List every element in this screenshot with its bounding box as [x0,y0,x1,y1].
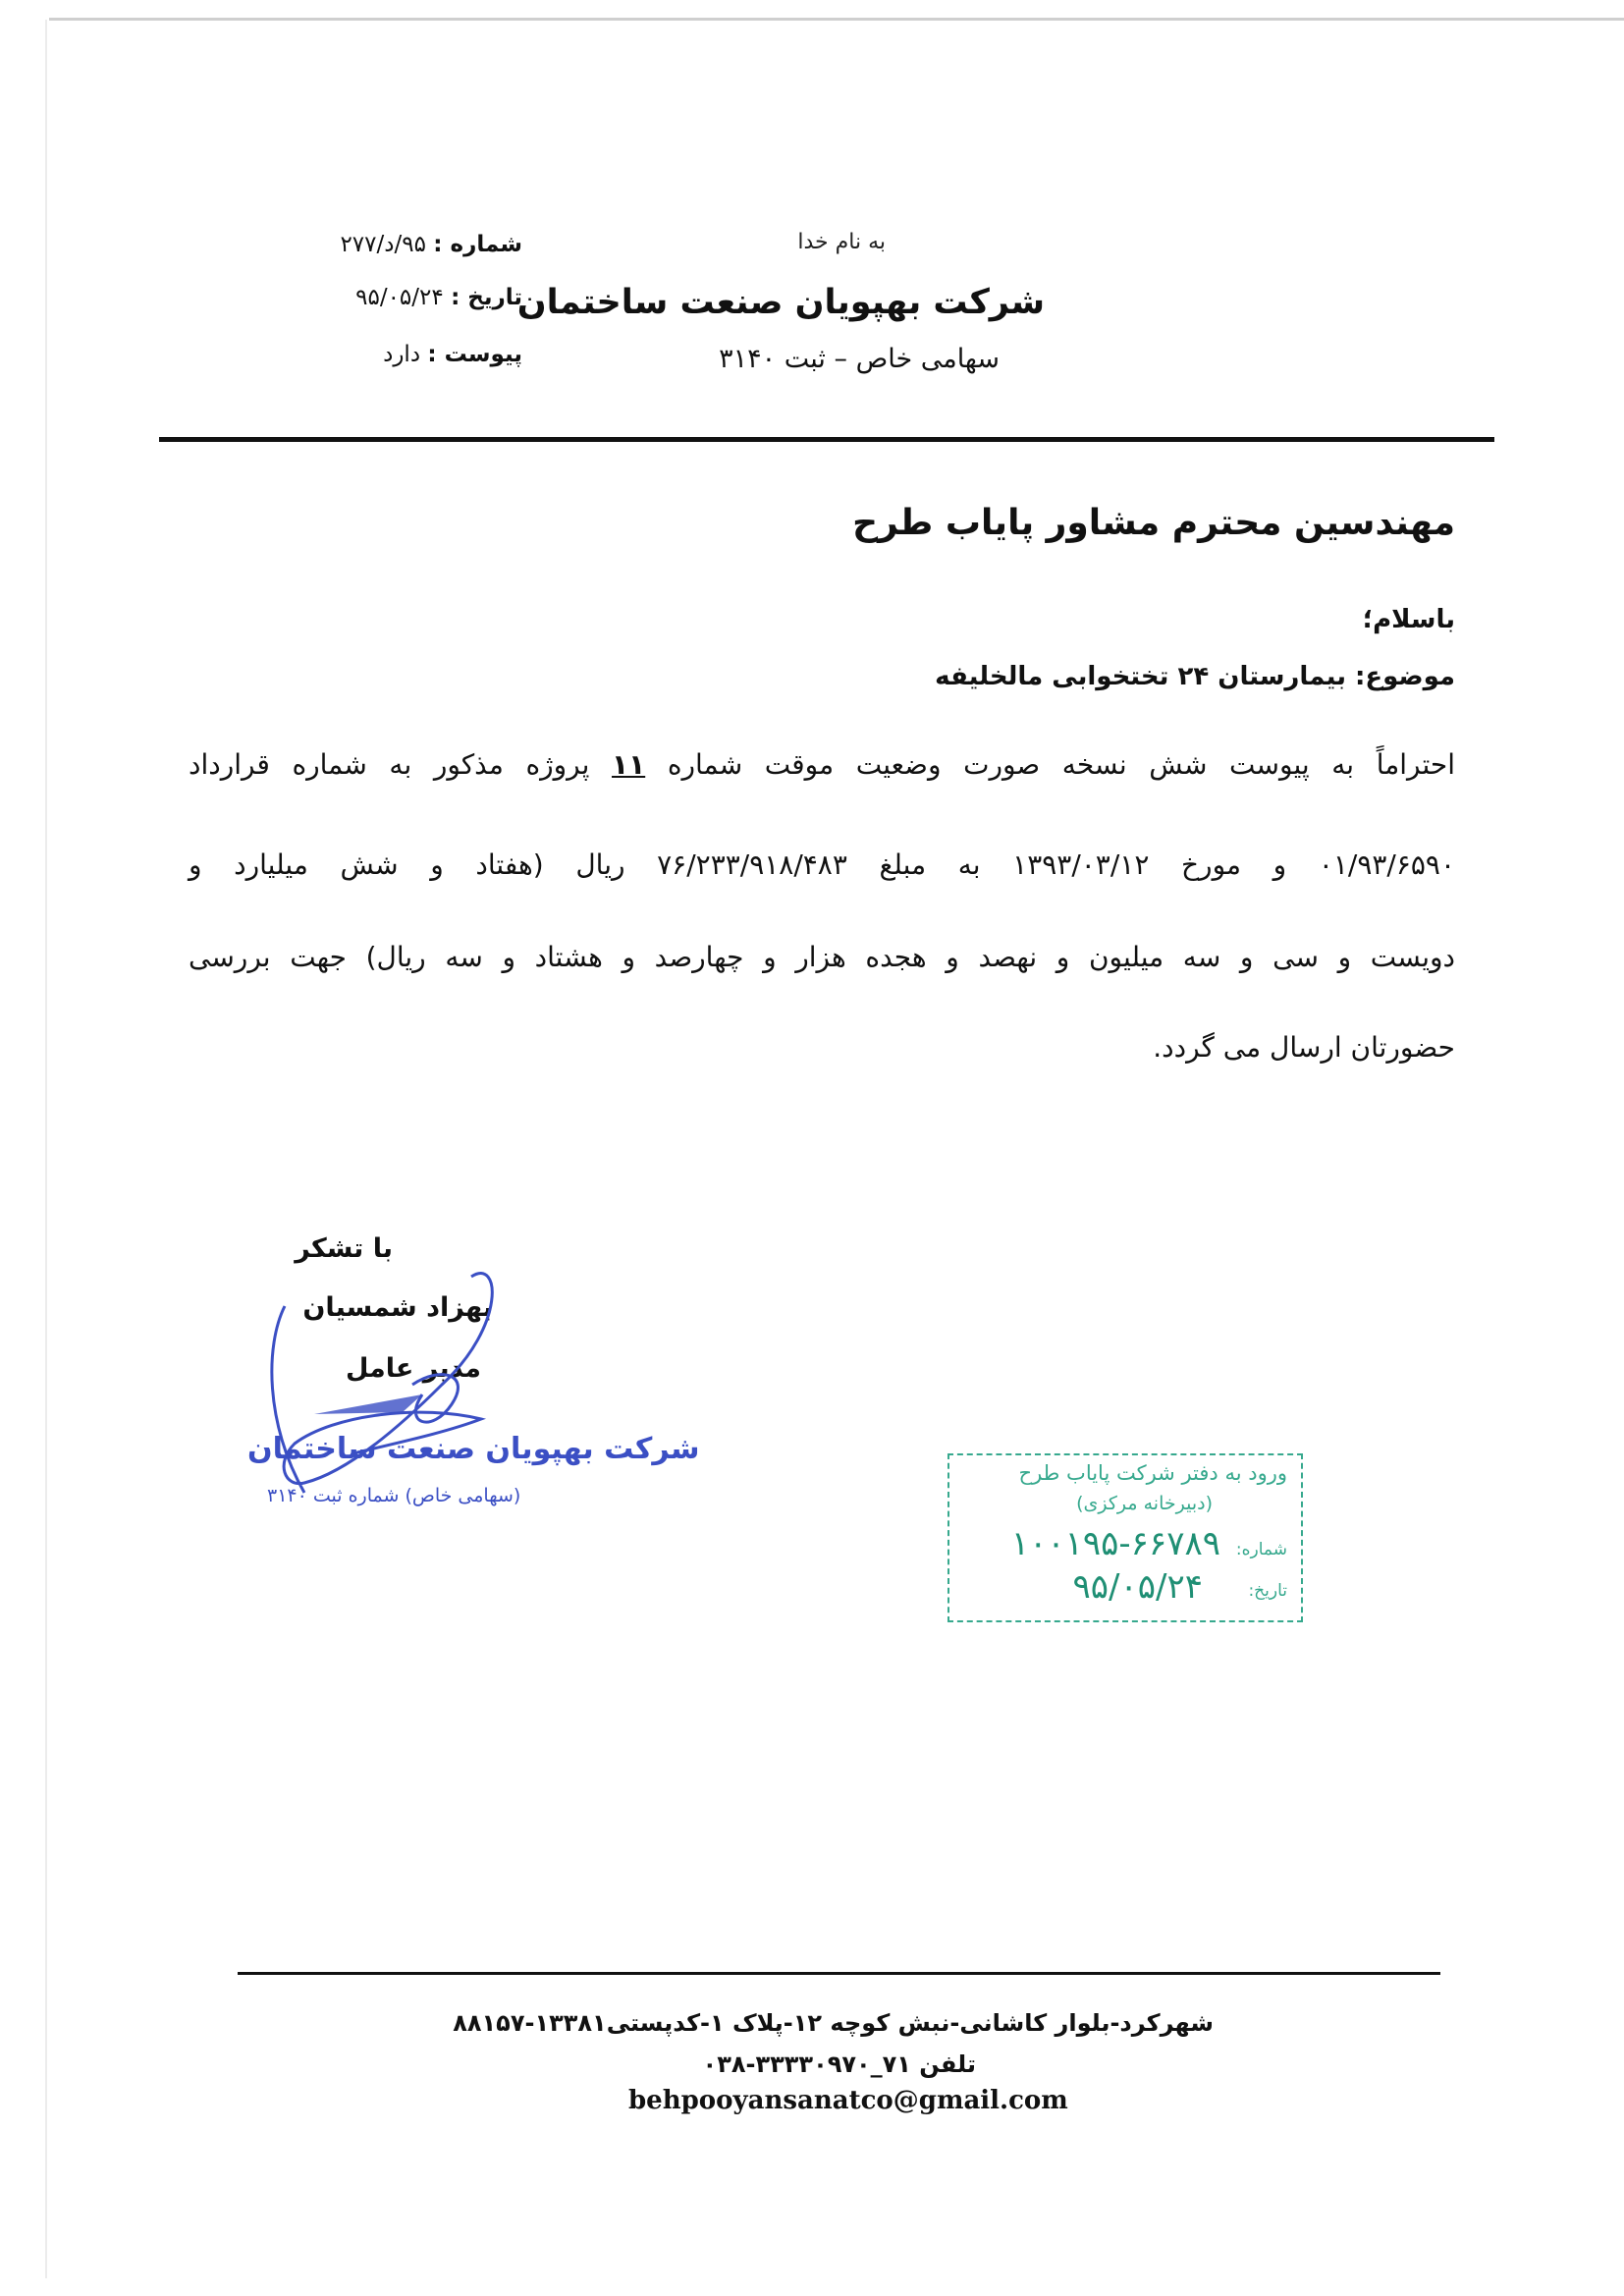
company-registration: سهامی خاص – ثبت ۳۱۴۰ [719,344,1000,374]
signature-scribble-icon [245,1247,540,1522]
body-line-3: دویست و سی و سه میلیون و نهصد و هجده هزار و چهارصد و هشتاد و سه ریال) جهت بررسی [189,941,1455,973]
body-line-1 [189,748,1455,781]
stamp-subtitle: (دبیرخانه مرکزی) [1076,1493,1213,1514]
signatory-name: بهزاد شمسیان [302,1292,493,1323]
footer-phone: تلفن ۷۱_۳۳۳۳۰۹۷۰-۰۳۸ [702,2050,976,2078]
letter-date [355,285,522,310]
paper-left-edge [45,20,47,2278]
body-line-2: ۰۱/۹۳/۶۵۹۰ و مورخ ۱۳۹۳/۰۳/۱۲ به مبلغ ۷۶/۲۳۳/۹۱۸/۴۸۳ ریال (هفتاد و شش میلیارد و [189,848,1455,881]
stamp-date-label: تاریخ: [1248,1581,1287,1601]
body-line-1-start: احتراماً به پیوست شش نسخه صورت وضعیت موقت شماره [667,748,1455,781]
letter-number [340,232,522,257]
body-line-4: حضورتان ارسال می گردد. [1153,1031,1455,1064]
company-name: شرکت بهپویان صنعت ساختمان [516,283,1045,322]
seal-company-name: شرکت بهپویان صنعت ساختمان [247,1432,700,1466]
body-line-1-end: پروژه مذکور به شماره قرارداد [189,748,590,781]
header-divider [159,437,1494,442]
letter-date-value: ۹۵/۰۵/۲۴ [355,285,444,310]
footer-email: behpooyansanatco@gmail.com [628,2086,1068,2115]
addressee: مهندسین محترم مشاور پایاب طرح [852,503,1455,543]
statement-number: ۱۱ [612,748,646,781]
signatory-title: مدیر عامل [345,1353,481,1384]
paper-top-edge [49,18,1624,21]
closing-thanks: با تشکر [295,1233,393,1264]
stamp-number-label: شماره: [1235,1540,1287,1559]
seal-registration: (سهامی خاص) شماره ثبت ۳۱۴۰ [267,1485,521,1506]
stamp-number-value: ۱۰۰۱۹۵-۶۶۷۸۹ [1010,1524,1220,1563]
received-stamp [947,1453,1303,1622]
greeting: باسلام؛ [1362,605,1455,634]
letter-attachment-value: دارد [383,342,421,367]
subject-line: موضوع: بیمارستان ۲۴ تختخوابی مالخلیفه [935,662,1455,691]
footer-address: شهرکرد-بلوار کاشانی-نبش کوچه ۱۲-پلاک ۱-کدپستی۱۳۳۸۱-۸۸۱۵۷ [453,2009,1214,2037]
stamp-date-value: ۹۵/۰۵/۲۴ [1072,1567,1203,1607]
letter-attachment [383,342,522,367]
stamp-title: ورود به دفتر شرکت پایاب طرح [1018,1461,1287,1485]
letter-number-label: شماره : [433,232,522,257]
basmala: به نام خدا [797,230,886,254]
letter-date-label: تاریخ : [451,285,522,310]
footer-divider [238,1972,1440,1975]
letter-attachment-label: پیوست : [427,342,522,367]
letter-number-value: ۹۵/د/۲۷۷ [340,232,426,257]
